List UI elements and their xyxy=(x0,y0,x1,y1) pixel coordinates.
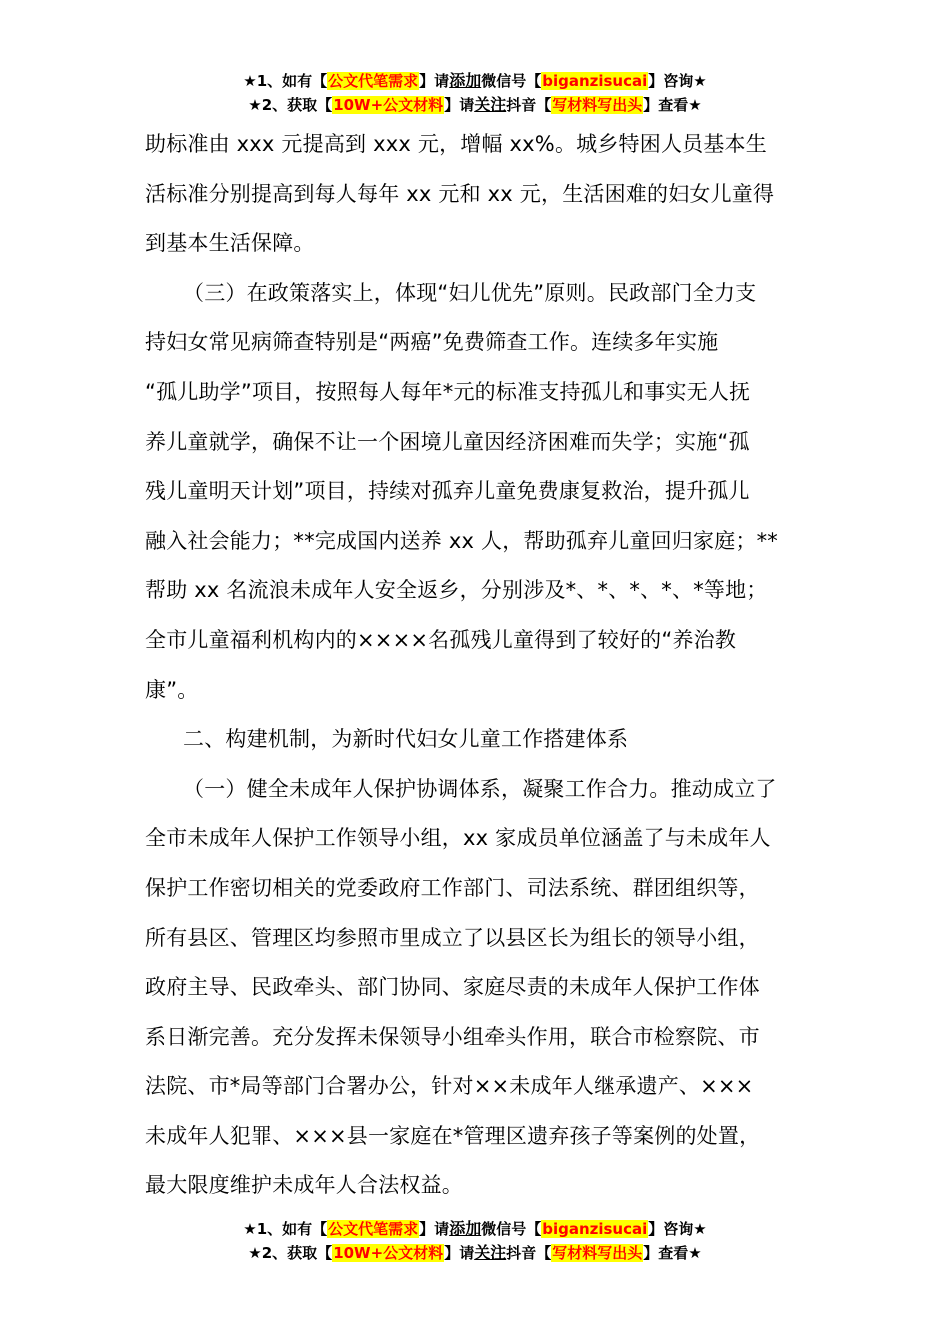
banner-text: 微信号【 xyxy=(481,72,542,90)
banner-text: 抖音【 xyxy=(506,1244,552,1262)
body-line: 养儿童就学，确保不让一个困境儿童因经济困难而失学；实施“孤 xyxy=(145,429,750,454)
body-line: 最大限度维护未成年人合法权益。 xyxy=(145,1173,463,1198)
paragraph-start-line: （三）在政策落实上，体现“妇儿优先”原则。民政部门全力支 xyxy=(183,280,757,305)
banner-text: 】咨询★ xyxy=(648,72,707,90)
banner-text: 】咨询★ xyxy=(648,1220,707,1238)
body-line: 残儿童明天计划”项目，持续对孤弃儿童免费康复救治，提升孤儿 xyxy=(145,479,750,504)
body-line: 法院、市*局等部门合署办公，针对××未成年人继承遗产、××× xyxy=(145,1074,754,1099)
body-line: 融入社会能力；**完成国内送养 xx 人，帮助孤弃儿童回归家庭；** xyxy=(145,528,779,553)
body-line: 全市未成年人保护工作领导小组，xx 家成员单位涵盖了与未成年人 xyxy=(145,826,771,851)
banner-text: ★1、如有【 xyxy=(243,1220,328,1238)
banner-highlight: biganzisucai xyxy=(542,72,648,90)
header-banner xyxy=(0,69,950,117)
banner-highlight: 公文代笔需求 xyxy=(328,72,419,90)
section-heading: 二、构建机制，为新时代妇女儿童工作搭建体系 xyxy=(183,727,629,752)
body-line: 保护工作密切相关的党委政府工作部门、司法系统、群团组织等， xyxy=(145,875,760,900)
body-line: 未成年人犯罪、×××县一家庭在*管理区遗弃孩子等案例的处置， xyxy=(145,1123,761,1148)
banner-text: 】请 xyxy=(419,1220,450,1238)
banner-text: 】请 xyxy=(444,1244,475,1262)
body-line: 所有县区、管理区均参照市里成立了以县区长为组长的领导小组， xyxy=(145,925,760,950)
banner-text: 】查看★ xyxy=(643,96,702,114)
banner-line-1 xyxy=(0,1217,950,1241)
banner-highlight: 10W+公文材料 xyxy=(333,96,444,114)
body-line: 帮助 xx 名流浪未成年人安全返乡，分别涉及*、*、*、*、*等地； xyxy=(145,578,768,603)
body-line: 持妇女常见病筛查特别是“两癌”免费筛查工作。连续多年实施 xyxy=(145,330,719,355)
body-line: 全市儿童福利机构内的××××名孤残儿童得到了较好的“养治教 xyxy=(145,627,737,652)
banner-text: 】请 xyxy=(444,96,475,114)
body-line: 康”。 xyxy=(145,677,199,702)
banner-highlight: biganzisucai xyxy=(542,1220,648,1238)
document-body xyxy=(145,120,810,1211)
banner-line-2 xyxy=(0,1241,950,1265)
banner-line-2 xyxy=(0,93,950,117)
paragraph-start-line: （一）健全未成年人保护协调体系，凝聚工作合力。推动成立了 xyxy=(183,776,777,801)
banner-highlight: 公文代笔需求 xyxy=(328,1220,419,1238)
banner-text: 抖音【 xyxy=(506,96,552,114)
body-line: 系日渐完善。充分发挥未保领导小组牵头作用，联合市检察院、市 xyxy=(145,1024,760,1049)
footer-banner xyxy=(0,1217,950,1265)
banner-text: ★2、获取【 xyxy=(248,96,333,114)
body-line: 助标准由 xxx 元提高到 xxx 元，增幅 xx%。城乡特困人员基本生 xyxy=(145,132,767,156)
banner-text: 】请 xyxy=(419,72,450,90)
banner-text: ★2、获取【 xyxy=(248,1244,333,1262)
banner-emphasis: 关注 xyxy=(474,1243,507,1262)
body-line: 活标准分别提高到每人每年 xx 元和 xx 元，生活困难的妇女儿童得 xyxy=(145,181,775,206)
banner-line-1 xyxy=(0,69,950,93)
banner-text: 微信号【 xyxy=(481,1220,542,1238)
banner-emphasis: 添加 xyxy=(449,71,482,90)
body-line: 到基本生活保障。 xyxy=(145,231,315,256)
banner-text: 】查看★ xyxy=(643,1244,702,1262)
banner-text: ★1、如有【 xyxy=(243,72,328,90)
banner-highlight: 写材料写出头 xyxy=(552,1244,643,1262)
banner-highlight: 10W+公文材料 xyxy=(333,1244,444,1262)
banner-emphasis: 关注 xyxy=(474,95,507,114)
body-line: 政府主导、民政牵头、部门协同、家庭尽责的未成年人保护工作体 xyxy=(145,975,760,1000)
body-line: “孤儿助学”项目，按照每人每年*元的标准支持孤儿和事实无人抚 xyxy=(145,379,751,404)
banner-emphasis: 添加 xyxy=(449,1219,482,1238)
banner-highlight: 写材料写出头 xyxy=(552,96,643,114)
